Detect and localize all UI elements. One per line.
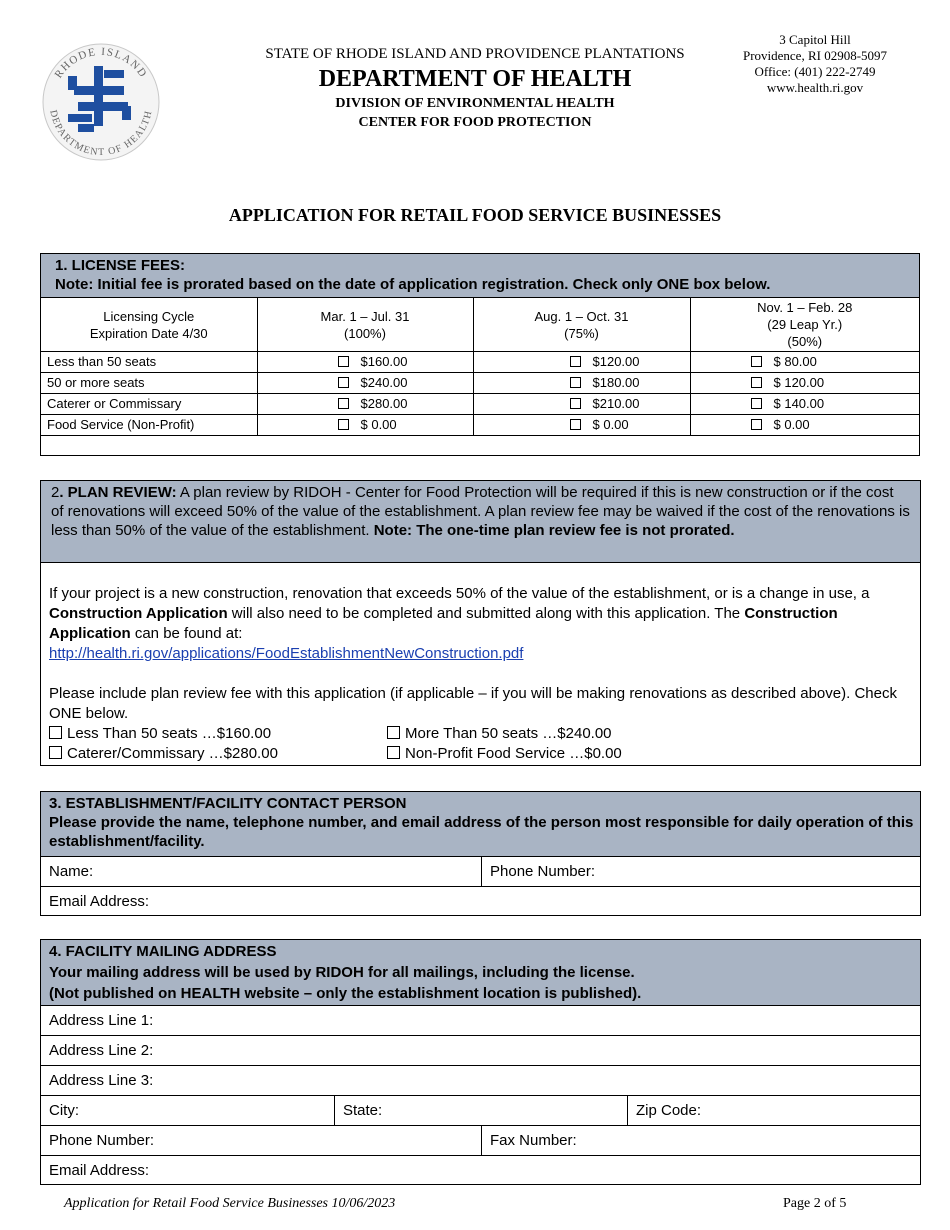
plan-fee-option[interactable]: More Than 50 seats …$240.00 [387, 724, 687, 744]
fax-number-field[interactable]: Fax Number: [481, 1126, 920, 1155]
address-line-1-field[interactable]: Address Line 1: [49, 1012, 154, 1029]
mailing-row [41, 1125, 920, 1155]
state-name: STATE OF RHODE ISLAND AND PROVIDENCE PLANTATIONS [265, 46, 685, 62]
plan-review-section [40, 480, 921, 766]
fee-row-label: 50 or more seats [41, 373, 257, 394]
mailing-row [41, 1035, 920, 1065]
mailing-row [41, 1065, 920, 1095]
fee-option[interactable]: $180.00 [473, 373, 690, 394]
address-line-1: 3 Capitol Hill [779, 32, 851, 47]
fee-row-less-than-50 [41, 352, 919, 373]
fee-option[interactable]: $210.00 [473, 394, 690, 415]
plan-fee-option[interactable]: Less Than 50 seats …$160.00 [49, 724, 387, 744]
fee-option[interactable]: $120.00 [473, 352, 690, 373]
agency-website: www.health.ri.gov [766, 80, 864, 95]
period-3-header: Nov. 1 – Feb. 28 (29 Leap Yr.) (50%) [690, 298, 919, 352]
contact-phone-field[interactable]: Phone Number: [481, 857, 920, 886]
fee-option[interactable]: $ 140.00 [690, 394, 919, 415]
plan-fee-paragraph: Please include plan review fee with this application (if applicable – if you will be making renovations as described above). Check ONE below. [49, 685, 897, 722]
fee-option[interactable]: $240.00 [257, 373, 473, 394]
fee-option[interactable]: $ 120.00 [690, 373, 919, 394]
licensing-cycle-header: Licensing Cycle Expiration Date 4/30 [41, 298, 257, 352]
mailing-line-3: (Not published on HEALTH website – only the establishment location is published). [49, 985, 642, 1002]
contact-subheading: Please provide the name, telephone number, and email address of the person most responsible for daily operation of this establishment/facility. [49, 814, 914, 850]
license-fees-heading: 1. LICENSE FEES: [55, 257, 186, 274]
fee-option[interactable]: $ 0.00 [690, 415, 919, 436]
license-fees-note: Note: Initial fee is prorated based on the date of application registration. Check only ONE box below. [55, 276, 771, 293]
fee-row-label: Caterer or Commissary [41, 394, 257, 415]
fee-row-50-or-more [41, 373, 919, 394]
construction-paragraph: If your project is a new construction, renovation that exceeds 50% of the value of the establishment, or is a change in use, a Construction Application will also need to be completed and submitted along with this application. The Construction Application can be found at: [49, 585, 870, 642]
checkbox[interactable] [570, 377, 581, 388]
period-1-header: Mar. 1 – Jul. 31 (100%) [257, 298, 473, 352]
checkbox[interactable] [570, 398, 581, 409]
checkbox[interactable] [49, 726, 62, 739]
fee-table-blank-row [41, 436, 919, 455]
checkbox[interactable] [751, 377, 762, 388]
fee-option[interactable]: $ 0.00 [257, 415, 473, 436]
svg-text:RHODE ISLAND: RHODE ISLAND [52, 45, 150, 81]
fee-table-header-row [41, 298, 919, 352]
mailing-line-2: Your mailing address will be used by RIDOH for all mailings, including the license. [49, 964, 635, 981]
contact-row-2 [41, 886, 920, 916]
office-phone: Office: (401) 222-2749 [754, 64, 876, 79]
mailing-row [41, 1155, 920, 1185]
plan-review-header: 2. PLAN REVIEW: A plan review by RIDOH - Center for Food Protection will be required if this is new construction or if the cost of renovations will exceed 50% of the value of the establishment. A plan review fee may be waived if the cost of the renovations is less than 50% of the value of the establishment. Note: The one-time plan review fee is not prorated. [41, 481, 920, 563]
fee-option[interactable]: $280.00 [257, 394, 473, 415]
zip-code-field[interactable]: Zip Code: [627, 1096, 920, 1125]
checkbox[interactable] [387, 726, 400, 739]
checkbox[interactable] [49, 746, 62, 759]
contact-name-field[interactable]: Name: [49, 863, 94, 880]
checkbox[interactable] [570, 419, 581, 430]
contact-person-section [40, 791, 921, 916]
address-line-2: Providence, RI 02908-5097 [742, 48, 888, 63]
construction-application-link[interactable]: http://health.ri.gov/applications/FoodEstablishmentNewConstruction.pdf [49, 645, 524, 662]
agency-header [230, 44, 720, 132]
document-title: APPLICATION FOR RETAIL FOOD SERVICE BUSINESSES [228, 205, 722, 225]
contact-row-1 [41, 856, 920, 886]
mailing-address-section [40, 939, 921, 1185]
fee-option[interactable]: $160.00 [257, 352, 473, 373]
mailing-heading: 4. FACILITY MAILING ADDRESS [49, 943, 277, 960]
contact-person-header [41, 792, 920, 856]
checkbox[interactable] [751, 398, 762, 409]
center-name: CENTER FOR FOOD PROTECTION [358, 115, 592, 130]
checkbox[interactable] [338, 377, 349, 388]
fee-option[interactable]: $ 80.00 [690, 352, 919, 373]
state-field[interactable]: State: [334, 1096, 627, 1125]
division-name: DIVISION OF ENVIRONMENTAL HEALTH [335, 96, 615, 111]
fee-row-label: Less than 50 seats [41, 352, 257, 373]
plan-review-body [41, 563, 920, 764]
checkbox[interactable] [751, 356, 762, 367]
checkbox[interactable] [387, 746, 400, 759]
ri-health-seal-logo [38, 42, 164, 162]
checkbox[interactable] [751, 419, 762, 430]
address-line-3-field[interactable]: Address Line 3: [49, 1072, 154, 1089]
checkbox[interactable] [570, 356, 581, 367]
checkbox[interactable] [338, 398, 349, 409]
agency-address [720, 32, 910, 96]
mailing-row [41, 1095, 920, 1125]
fee-row-label: Food Service (Non-Profit) [41, 415, 257, 436]
plan-fee-option[interactable]: Non-Profit Food Service …$0.00 [387, 744, 687, 764]
department-name: DEPARTMENT OF HEALTH [318, 66, 632, 92]
checkbox[interactable] [338, 419, 349, 430]
fee-row-caterer [41, 394, 919, 415]
city-field[interactable]: City: [49, 1102, 79, 1119]
mailing-phone-field[interactable]: Phone Number: [49, 1132, 155, 1149]
mailing-row [41, 1005, 920, 1035]
checkbox[interactable] [338, 356, 349, 367]
fee-row-non-profit [41, 415, 919, 436]
license-fees-section [40, 253, 920, 456]
contact-email-field[interactable]: Email Address: [49, 893, 150, 910]
address-line-2-field[interactable]: Address Line 2: [49, 1042, 154, 1059]
fee-option[interactable]: $ 0.00 [473, 415, 690, 436]
page-number: Page 2 of 5 [783, 1196, 847, 1211]
mailing-address-header [41, 940, 920, 1005]
svg-text:DEPARTMENT OF HEALTH: DEPARTMENT OF HEALTH [47, 109, 155, 159]
license-fee-table [41, 298, 919, 454]
license-fees-header [41, 254, 919, 298]
mailing-email-field[interactable]: Email Address: [49, 1162, 150, 1179]
contact-heading: 3. ESTABLISHMENT/FACILITY CONTACT PERSON [49, 795, 407, 812]
footer-document-name: Application for Retail Food Service Businesses 10/06/2023 [64, 1196, 396, 1211]
plan-fee-options [49, 724, 910, 764]
period-2-header: Aug. 1 – Oct. 31 (75%) [473, 298, 690, 352]
plan-fee-option[interactable]: Caterer/Commissary …$280.00 [49, 744, 387, 764]
